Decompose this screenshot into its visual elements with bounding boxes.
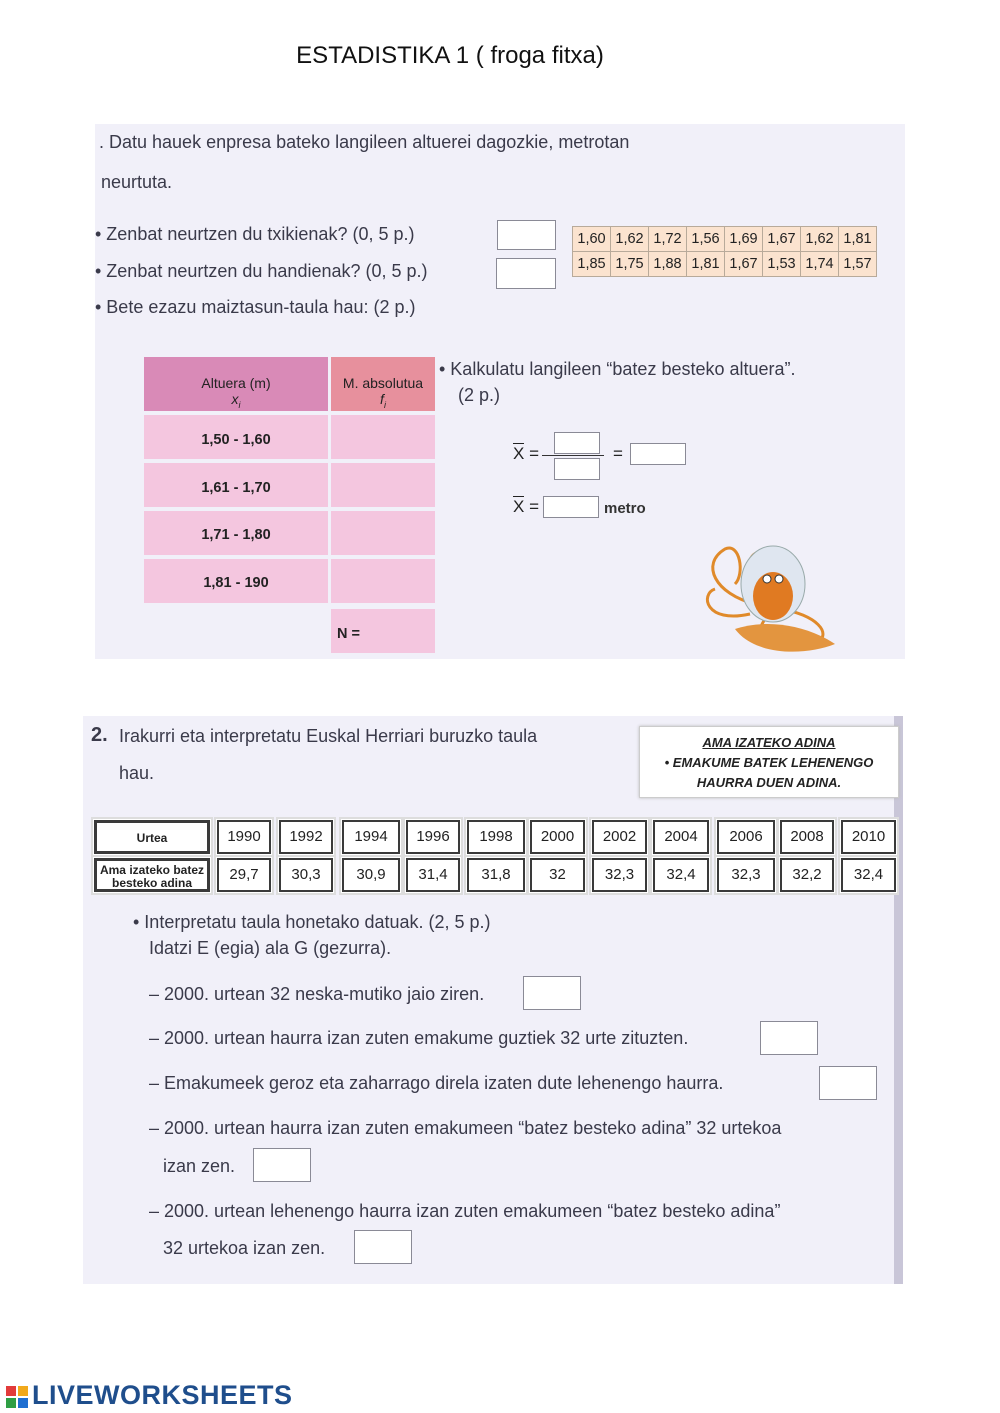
xbar-answer-label (513, 497, 539, 517)
statement-4-answer-box[interactable] (253, 1148, 311, 1182)
freq-header-height (144, 357, 328, 411)
height-value: 1,67 (725, 252, 763, 277)
year-cell: 2002 (592, 820, 647, 854)
freq-interval-label: 1,81 - 190 (203, 575, 269, 591)
age-cell: 31,8 (467, 858, 525, 892)
height-value: 1,62 (801, 227, 839, 252)
exercise-number: 2. (91, 724, 108, 746)
freq-header-f-subscript: i (383, 399, 386, 410)
year-cell: 2000 (530, 820, 585, 854)
statement-5-line1: – 2000. urtean lehenengo haurra izan zuten emakumeen “batez besteko adina” (149, 1201, 781, 1221)
freq-abs-input[interactable] (331, 463, 435, 507)
mean-task-line2: (2 p.) (458, 385, 501, 405)
statement-3: – Emakumeek geroz eta zaharrago direla izaten dute lehenengo haurra. (149, 1073, 724, 1093)
equals-sign: = (613, 444, 623, 463)
ex1-intro-line1: . Datu hauek enpresa bateko langileen altuerei dagozkie, metrotan (99, 132, 630, 152)
year-cell: 2010 (841, 820, 896, 854)
height-value: 1,60 (573, 227, 611, 252)
height-value: 1,57 (839, 252, 877, 277)
heights-row-1 (573, 227, 877, 252)
height-value: 1,56 (687, 227, 725, 252)
statement-4-line2: izan zen. (163, 1156, 236, 1176)
height-value: 1,53 (763, 252, 801, 277)
year-cell: 2004 (653, 820, 709, 854)
unit-label: metro (604, 500, 646, 517)
freq-header-x-subscript: i (238, 399, 241, 410)
sign-title: AMA IZATEKO ADINA (702, 735, 836, 750)
mean-answer-box[interactable] (543, 496, 599, 518)
page-title: ESTADISTIKA 1 ( froga fitxa) (296, 42, 604, 69)
freq-header-height-label: Altuera (m) (201, 375, 271, 391)
question-largest: • Zenbat neurtzen du handienak? (0, 5 p.) (95, 261, 428, 281)
height-value: 1,69 (725, 227, 763, 252)
footer-brand-text: LIVEWORKSHEETS (32, 1380, 293, 1410)
xbar-symbol: X (513, 444, 525, 463)
largest-answer-box[interactable] (496, 258, 556, 289)
freq-header-abs-label: M. absolutua (342, 375, 424, 391)
freq-header-abs (331, 357, 435, 411)
mean-numerator-box[interactable] (554, 432, 600, 454)
ex2-intro-line2: hau. (119, 763, 155, 783)
statement-2: – 2000. urtean haurra izan zuten emakume guztiek 32 urte zituzten. (149, 1028, 689, 1048)
row-label-age: Ama izateko batez besteko adina (94, 858, 210, 892)
freq-abs-input[interactable] (331, 511, 435, 555)
statement-4-line1: – 2000. urtean haurra izan zuten emakumeen “batez besteko adina” 32 urtekoa (149, 1118, 782, 1138)
year-cell: 1998 (467, 820, 525, 854)
age-cell: 32,4 (841, 858, 896, 892)
age-sign-note (639, 726, 899, 798)
year-cell: 1990 (217, 820, 271, 854)
freq-abs-input[interactable] (331, 415, 435, 459)
year-cell: 2006 (717, 820, 775, 854)
footer-brand (6, 1380, 293, 1411)
sign-line2: • EMAKUME BATEK LEHENENGO (664, 755, 874, 770)
age-cell: 31,4 (406, 858, 460, 892)
age-cell: 32,4 (653, 858, 709, 892)
ex1-intro-line2: neurtuta. (101, 172, 173, 192)
age-cell: 32,3 (592, 858, 647, 892)
freq-interval-label: 1,61 - 1,70 (201, 480, 271, 496)
freq-total-label: N = (337, 626, 360, 642)
equals-sign: = (529, 497, 540, 516)
height-value: 1,75 (611, 252, 649, 277)
row-label-year: Urtea (94, 820, 210, 854)
exercise-1-panel (95, 124, 905, 659)
age-cell: 30,9 (342, 858, 400, 892)
year-cell: 1996 (406, 820, 460, 854)
statement-5-answer-box[interactable] (354, 1230, 412, 1264)
question-smallest: • Zenbat neurtzen du txikienak? (0, 5 p.) (95, 224, 415, 244)
height-value: 1,81 (687, 252, 725, 277)
mean-denominator-box[interactable] (554, 458, 600, 480)
age-cell: 32,3 (717, 858, 775, 892)
age-cell: 29,7 (217, 858, 271, 892)
year-cell: 1994 (342, 820, 400, 854)
page-edge (894, 716, 903, 1284)
equals-sign: = (529, 444, 540, 463)
freq-abs-input[interactable] (331, 559, 435, 603)
xbar-formula-label (513, 444, 539, 464)
age-cell: 30,3 (279, 858, 333, 892)
height-value: 1,67 (763, 227, 801, 252)
freq-header-f-symbol: f (380, 391, 384, 407)
age-cell: 32 (530, 858, 585, 892)
liveworksheets-logo-icon (6, 1386, 28, 1408)
ex2-task-line2: Idatzi E (egia) ala G (gezurra). (149, 938, 392, 958)
freq-interval-label: 1,50 - 1,60 (201, 432, 271, 448)
year-cell: 1992 (279, 820, 333, 854)
height-value: 1,85 (573, 252, 611, 277)
height-value: 1,81 (839, 227, 877, 252)
exercise-2-panel (83, 716, 903, 1284)
statement-5-line2: 32 urtekoa izan zen. (163, 1238, 326, 1258)
height-value: 1,72 (649, 227, 687, 252)
height-value: 1,62 (611, 227, 649, 252)
mean-result-box[interactable] (630, 443, 686, 465)
statement-1: – 2000. urtean 32 neska-mutiko jaio ziren. (149, 984, 485, 1004)
age-cell: 32,2 (780, 858, 834, 892)
ex2-task-line1: • Interpretatu taula honetako datuak. (2, 5 p.) (133, 912, 491, 932)
height-value: 1,88 (649, 252, 687, 277)
mean-task-line1: • Kalkulatu langileen “batez besteko altuera”. (439, 359, 796, 379)
xbar-symbol: X (513, 497, 525, 516)
fraction-bar (542, 455, 604, 456)
statement-1-answer-box[interactable] (523, 976, 581, 1010)
ex2-intro-line1: Irakurri eta interpretatu Euskal Herriari buruzko taula (119, 726, 538, 746)
question-freq-table: • Bete ezazu maiztasun-taula hau: (2 p.) (95, 297, 416, 317)
heights-row-2 (573, 252, 877, 277)
freq-interval-label: 1,71 - 1,80 (201, 527, 271, 543)
statement-3-answer-box[interactable] (819, 1066, 877, 1100)
statement-2-answer-box[interactable] (760, 1021, 818, 1055)
heights-data-table (572, 226, 877, 277)
freq-header-x-symbol: x (231, 391, 239, 407)
sign-line3: HAURRA DUEN ADINA. (696, 775, 842, 790)
height-value: 1,74 (801, 252, 839, 277)
year-cell: 2008 (780, 820, 834, 854)
octopus-illustration (695, 534, 845, 659)
smallest-answer-box[interactable] (497, 220, 556, 250)
